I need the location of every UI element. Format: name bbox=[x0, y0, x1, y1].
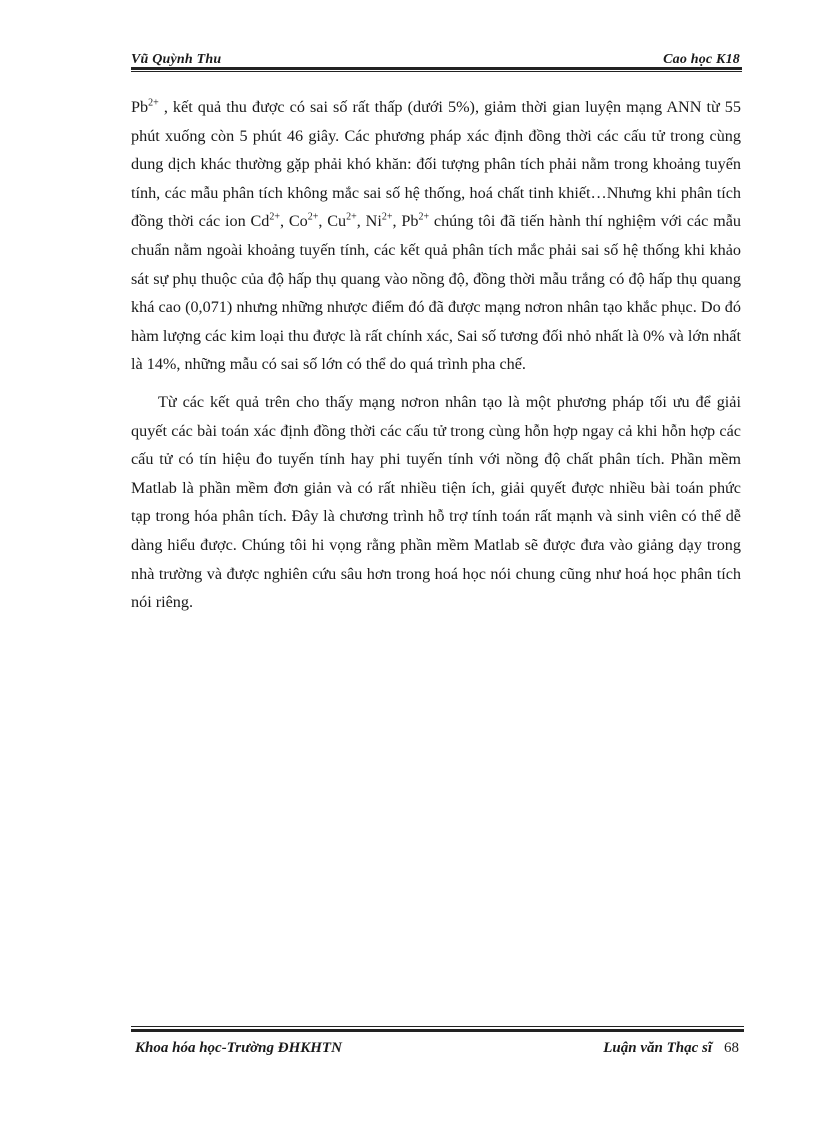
footer-rule-thin bbox=[131, 1026, 744, 1027]
header-rule-thick bbox=[131, 67, 742, 70]
page-number: 68 bbox=[724, 1040, 739, 1056]
header-author: Vũ Quỳnh Thu bbox=[131, 52, 222, 67]
p1-text-f: , Pb bbox=[392, 212, 419, 231]
p1-text-a: Pb bbox=[131, 98, 149, 116]
page-footer bbox=[131, 1040, 741, 1060]
p1-text-c: , Co bbox=[280, 212, 308, 231]
footer-rule-thick bbox=[131, 1029, 744, 1032]
footer-institution: Khoa hóa học-Trường ĐHKHTN bbox=[135, 1040, 342, 1056]
paragraph-1 bbox=[131, 93, 741, 379]
p1-sup-f: 2+ bbox=[418, 211, 430, 223]
p1-sup-d: 2+ bbox=[346, 211, 357, 223]
footer-thesis: Luận văn Thạc sĩ bbox=[603, 1040, 712, 1056]
header-course: Cao học K18 bbox=[663, 52, 740, 67]
page-header bbox=[131, 52, 740, 68]
p1-sup-b: 2+ bbox=[269, 211, 281, 223]
header-rule-thin bbox=[131, 71, 742, 72]
p1-text-e: , Ni bbox=[356, 212, 382, 231]
p1-sup-e: 2+ bbox=[381, 211, 393, 223]
page-body bbox=[131, 93, 741, 617]
p1-text-g: chúng tôi đã tiến hành thí nghiệm với các mẫu chuẩn nằm ngoài khoảng tuyến tính, các kết quả phân tích mắc phải sai số hệ thống khi khảo sát sự phụ thuộc của độ hấp thụ quang vào nồng độ, đồng thời mẫu trắng có độ hấp thụ quang khá cao (0,071) nhưng những nhược điểm đó đã được mạng nơron nhân tạo khắc phục. Do đó hàm lượng các kim loại thu được là rất chính xác, Sai số tương đối nhỏ nhất là 0% và lớn nhất là 14%, những mẫu có sai số lớn có thể do quá trình pha chế. bbox=[131, 212, 741, 374]
p1-sup-a: 2+ bbox=[148, 97, 159, 109]
p1-sup-c: 2+ bbox=[307, 211, 319, 223]
p1-text-d: , Cu bbox=[318, 212, 347, 231]
p1-text-b: , kết quả thu được có sai số rất thấp (dưới 5%), giảm thời gian luyện mạng ANN từ 55 phút xuống còn 5 phút 46 giây. Các phương pháp xác định đồng thời các cấu tử trong cùng dung dịch khác thường gặp phải khó khăn: đối tượng phân tích phải nằm trong khoảng tuyến tính, các mẫu phân tích không mắc sai số hệ thống, hoá chất tinh khiết…Nhưng khi phân tích đồng thời các ion Cd bbox=[131, 98, 741, 231]
footer-right bbox=[603, 1040, 739, 1057]
paragraph-2: Từ các kết quả trên cho thấy mạng nơron nhân tạo là một phương pháp tối ưu để giải quyết các bài toán xác định đồng thời các cấu tử trong cùng hỗn hợp ngay cả khi hỗn hợp các cấu tử có tín hiệu đo tuyến tính hay phi tuyến tính với nồng độ chất phân tích. Phần mềm Matlab là phần mềm đơn giản và có rất nhiều tiện ích, giải quyết được nhiều bài toán phức tạp trong hóa phân tích. Đây là chương trình hỗ trợ tính toán rất mạnh và sinh viên có thể dễ dàng hiểu được. Chúng tôi hi vọng rằng phần mềm Matlab sẽ được đưa vào giảng dạy trong nhà trường và được nghiên cứu sâu hơn trong hoá học nói chung cũng như hoá học phân tích nói riêng. bbox=[131, 392, 741, 612]
